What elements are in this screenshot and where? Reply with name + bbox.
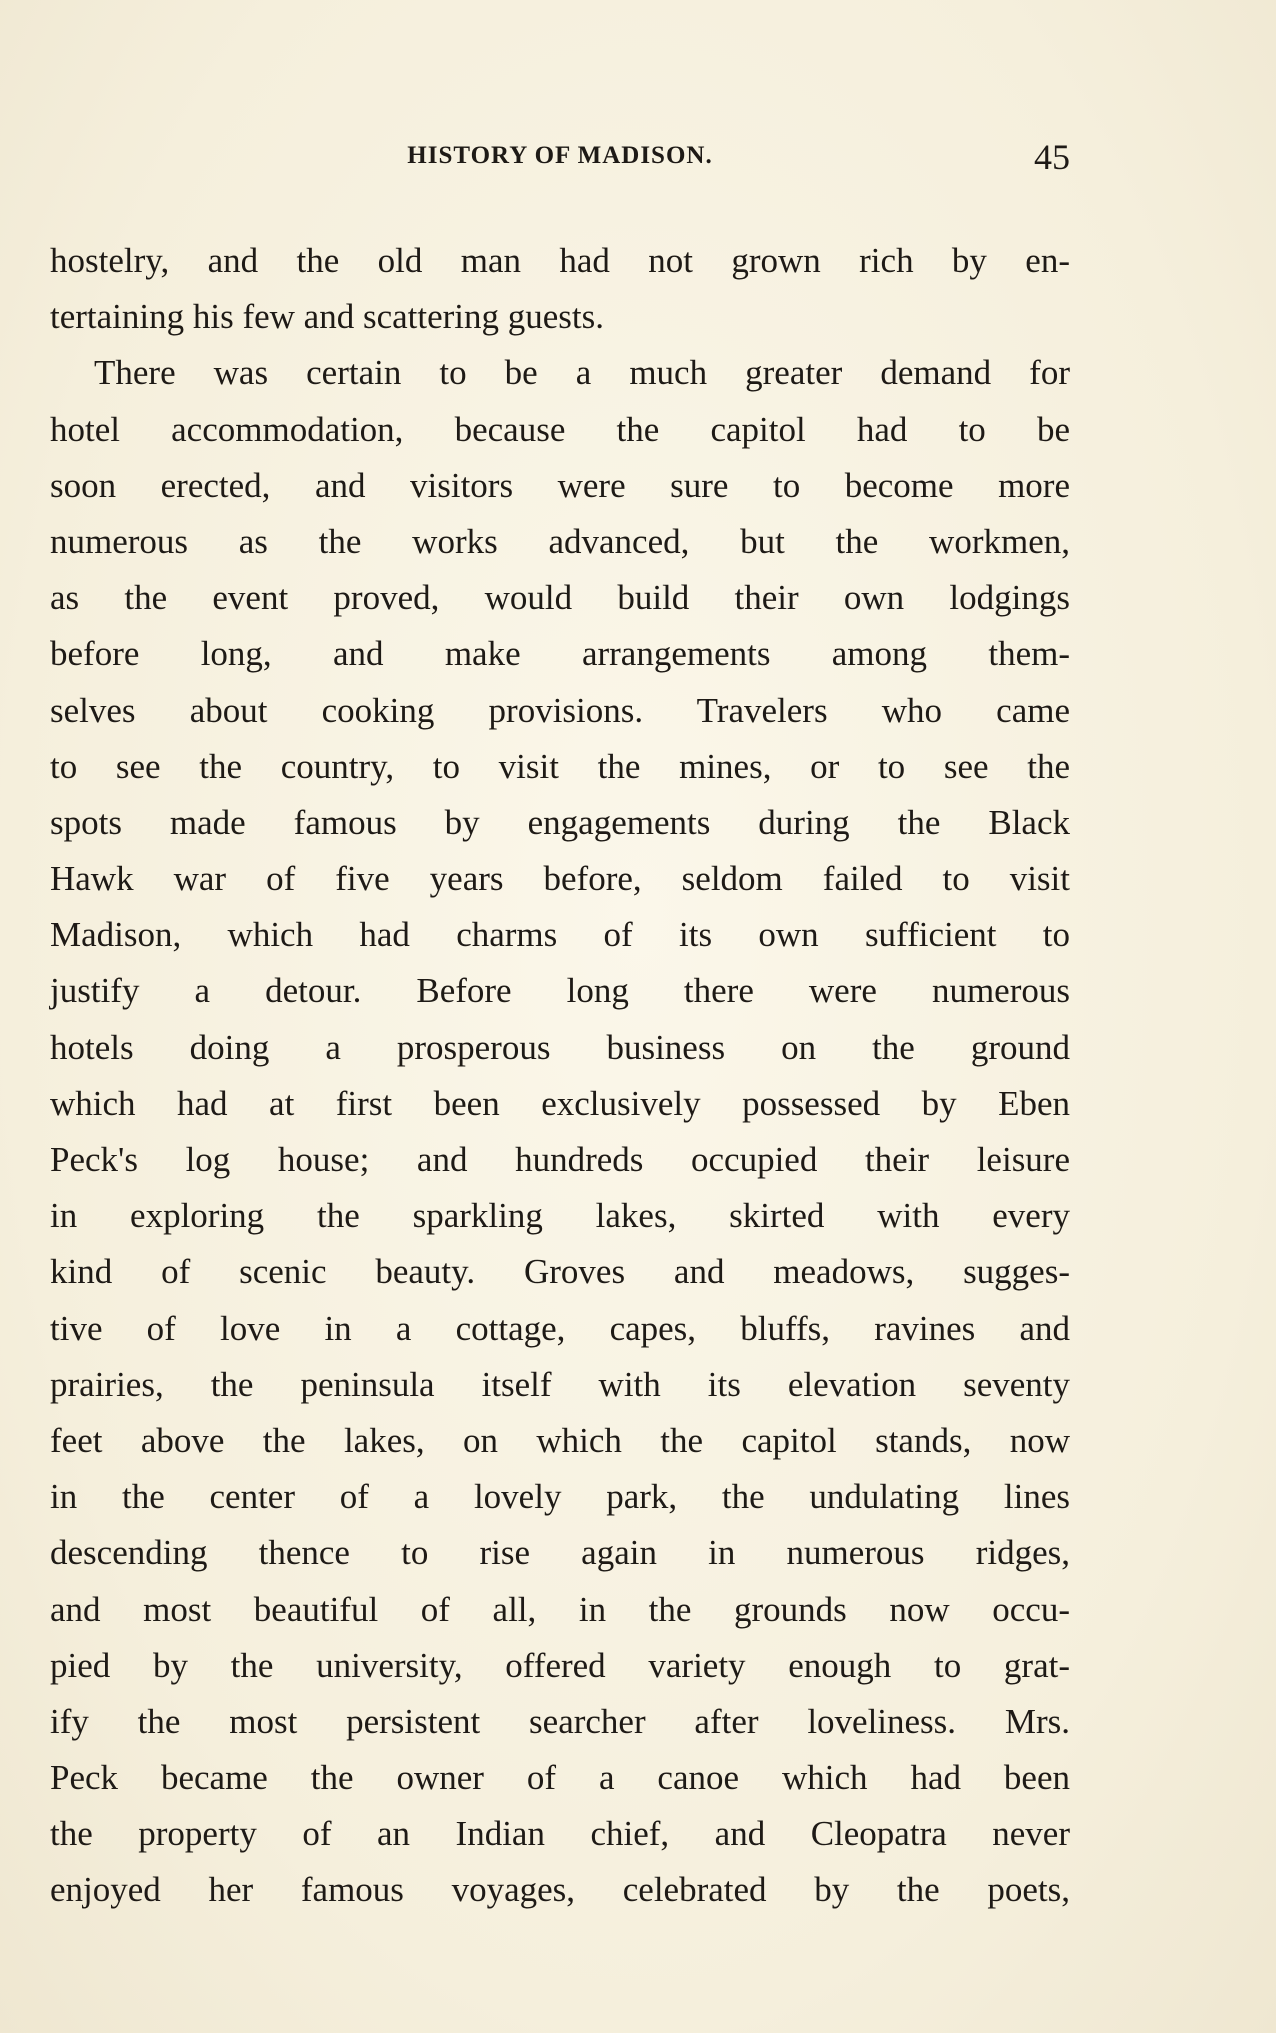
- text-line: tertaining his few and scattering guests.: [50, 297, 605, 337]
- text-line: Peck became the owner of a canoe which had been: [50, 1758, 1070, 1798]
- text-line: the property of an Indian chief, and Cleopatra never: [50, 1814, 1070, 1854]
- text-line: prairies, the peninsula itself with its elevation seventy: [50, 1364, 1070, 1404]
- text-line: hotel accommodation, because the capitol had to be: [50, 409, 1070, 449]
- text-line: hostelry, and the old man had not grown rich by en-: [50, 241, 1070, 280]
- text-line: pied by the university, offered variety enough to grat-: [50, 1645, 1070, 1685]
- text-line: justify a detour. Before long there were numerous: [50, 971, 1070, 1011]
- text-line: to see the country, to visit the mines, or to see the: [50, 746, 1070, 786]
- text-line: There was certain to be a much greater demand for: [94, 353, 1070, 393]
- text-line: and most beautiful of all, in the grounds now occu-: [50, 1589, 1070, 1629]
- text-line: Peck's log house; and hundreds occupied their leisure: [50, 1140, 1070, 1179]
- running-title: HISTORY OF MADISON.: [407, 142, 713, 169]
- text-line: as the event proved, would build their own lodgings: [50, 578, 1070, 618]
- text-line: descending thence to rise again in numerous ridges,: [50, 1533, 1070, 1573]
- text-line: tive of love in a cottage, capes, bluffs, ravines and: [50, 1308, 1070, 1348]
- body-text: [50, 233, 1070, 1919]
- text-line: before long, and make arrangements among them-: [50, 634, 1070, 674]
- text-line: which had at first been exclusively possessed by Eben: [50, 1083, 1070, 1123]
- page-number: 45: [1034, 137, 1070, 177]
- text-line: kind of scenic beauty. Groves and meadows, sugges-: [50, 1252, 1070, 1292]
- running-head: [50, 136, 1070, 186]
- text-line: numerous as the works advanced, but the workmen,: [50, 521, 1070, 561]
- text-line: in the center of a lovely park, the undulating lines: [50, 1477, 1070, 1517]
- text-line: soon erected, and visitors were sure to become more: [50, 465, 1070, 505]
- text-line: enjoyed her famous voyages, celebrated by the poets,: [50, 1870, 1070, 1910]
- text-line: selves about cooking provisions. Travelers who came: [50, 690, 1070, 730]
- text-line: Hawk war of five years before, seldom failed to visit: [50, 859, 1070, 899]
- text-line: feet above the lakes, on which the capitol stands, now: [50, 1420, 1070, 1460]
- text-line: spots made famous by engagements during the Black: [50, 802, 1070, 842]
- text-line: Madison, which had charms of its own sufficient to: [50, 915, 1070, 955]
- text-line: hotels doing a prosperous business on the ground: [50, 1027, 1070, 1067]
- text-line: ify the most persistent searcher after loveliness. Mrs.: [50, 1701, 1070, 1741]
- text-line: in exploring the sparkling lakes, skirted with every: [50, 1196, 1070, 1236]
